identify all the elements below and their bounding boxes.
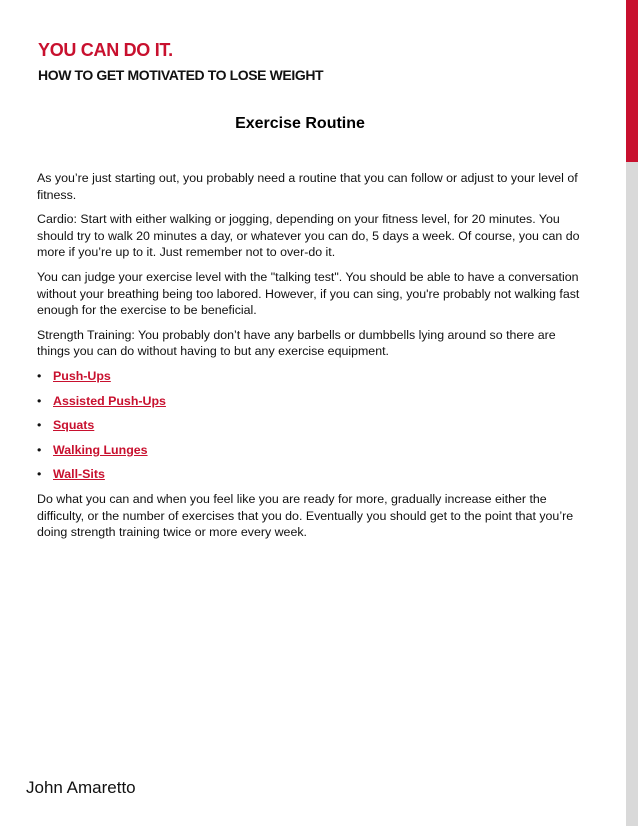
side-gray-bar: [626, 162, 638, 826]
bullet-icon: •: [37, 467, 42, 482]
bullet-icon: •: [37, 442, 42, 457]
intro-paragraph: As you’re just starting out, you probably need a routine that you can follow or adjust to your level of fitness.: [37, 171, 578, 202]
closing-paragraph: Do what you can and when you feel like you are ready for more, gradually increase either the difficulty, or the number of exercises that you do. Eventually you should get to the point that you’re doing strength training twice or more every week.: [37, 491, 574, 540]
cardio-paragraph: Cardio: Start with either walking or jogging, depending on your fitness level, for 20 minutes. You should try to walk 20 minutes a day, or whatever you can do, 5 days a week. Of course, you can do more if you’re up to it. Just remember not to over-do it.: [37, 212, 580, 260]
bullet-icon: •: [37, 368, 42, 383]
side-accent-bar: [626, 0, 638, 162]
talking-test-paragraph: You can judge your exercise level with the "talking test". You should be able to have a conversation without your breathing being too labored. However, if you can sing, you're probably not walking fast enough for the exercise to be beneficial.: [37, 269, 580, 318]
body-content: [37, 170, 592, 549]
exercise-list: [37, 368, 592, 483]
section-heading: Exercise Routine: [235, 115, 365, 132]
list-item: [37, 442, 592, 459]
list-item: [37, 466, 592, 483]
list-item: [37, 417, 592, 434]
strength-training-paragraph: Strength Training: You probably don’t have any barbells or dumbbells lying around so there are things you can do without having to but any exercise equipment.: [37, 327, 556, 359]
bullet-icon: •: [37, 418, 42, 433]
document-subtitle: HOW TO GET MOTIVATED TO LOSE WEIGHT: [38, 67, 324, 83]
exercise-link-walking-lunges[interactable]: Walking Lunges: [53, 442, 148, 457]
footer-author: John Amaretto: [26, 778, 136, 797]
exercise-link-push-ups[interactable]: Push-Ups: [53, 368, 111, 383]
exercise-link-assisted-push-ups[interactable]: Assisted Push-Ups: [53, 393, 166, 408]
list-item: [37, 368, 592, 385]
document-title: YOU CAN DO IT.: [38, 40, 173, 60]
exercise-link-wall-sits[interactable]: Wall-Sits: [53, 467, 105, 482]
bullet-icon: •: [37, 393, 42, 408]
exercise-link-squats[interactable]: Squats: [53, 418, 95, 433]
list-item: [37, 393, 592, 410]
